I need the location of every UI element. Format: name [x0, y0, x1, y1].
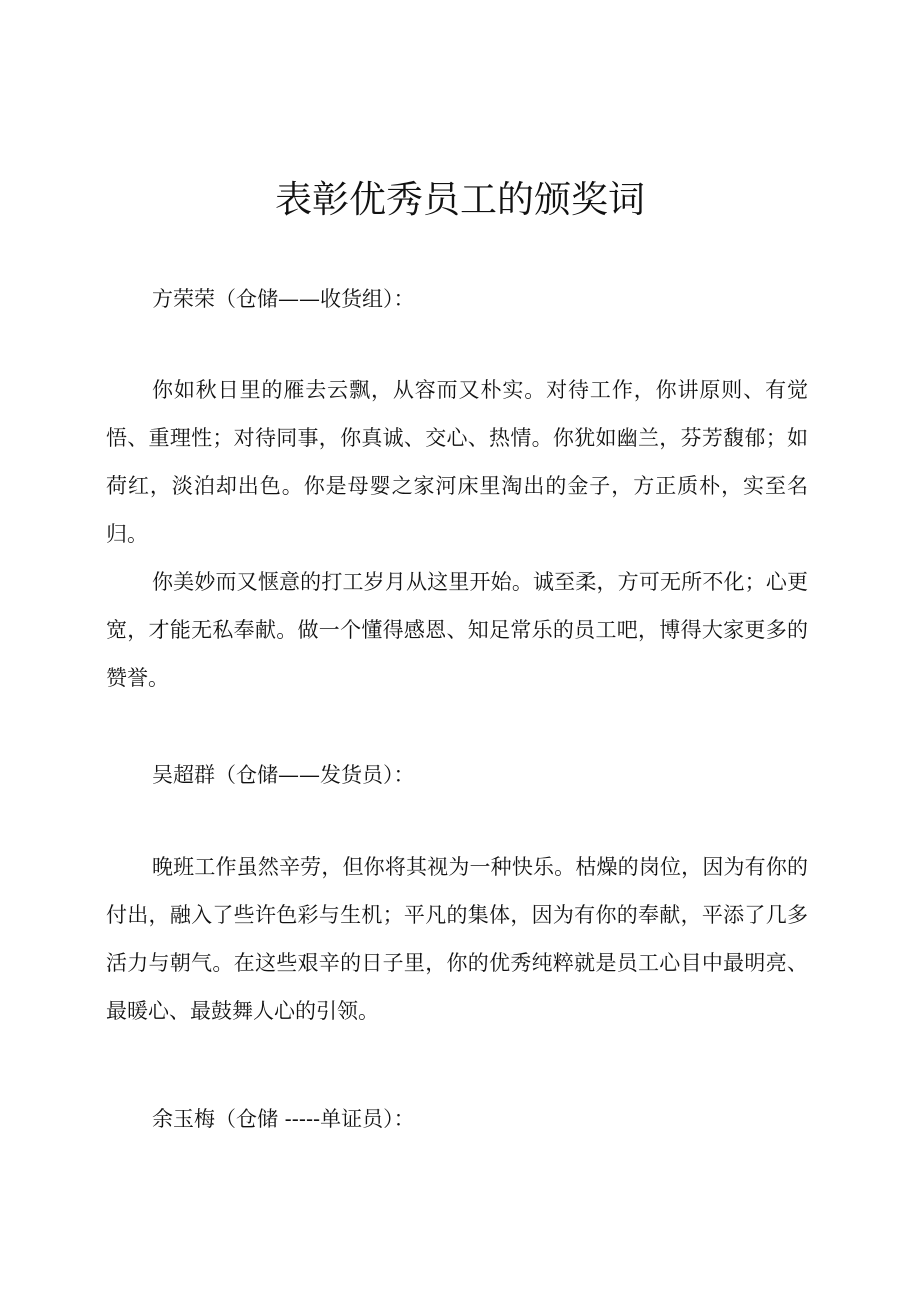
- section-heading-wu-chaoqun: 吴超群（仓储——发货员）：: [152, 763, 415, 787]
- paragraph-wu-chaoqun-1: 晚班工作虽然辛劳，但你将其视为一种快乐。枯燥的岗位，因为有你的付出，融入了些许色彩与生机；平凡的集体，因为有你的奉献，平添了几多活力与朝气。在这些艰辛的日子里，你的优秀纯粹就是员工心目中最明亮、最暖心、最鼓舞人心的引领。: [106, 855, 808, 1023]
- paragraph-fang-rongrong-2: 你美妙而又惬意的打工岁月从这里开始。诚至柔，方可无所不化；心更宽，才能无私奉献。做一个懂得感恩、知足常乐的员工吧，博得大家更多的赞誉。: [106, 570, 808, 690]
- document-title: 表彰优秀员工的颁奖词: [275, 178, 645, 221]
- section-heading-fang-rongrong: 方荣荣（仓储——收货组）：: [152, 287, 415, 311]
- section-heading-yu-yumei: 余玉梅（仓储 -----单证员）：: [152, 1107, 415, 1131]
- paragraph-fang-rongrong-1: 你如秋日里的雁去云飘，从容而又朴实。对待工作，你讲原则、有觉悟、重理性；对待同事，你真诚、交心、热情。你犹如幽兰，芬芳馥郁；如荷红，淡泊却出色。你是母婴之家河床里淘出的金子，方正质朴，实至名归。: [106, 378, 808, 546]
